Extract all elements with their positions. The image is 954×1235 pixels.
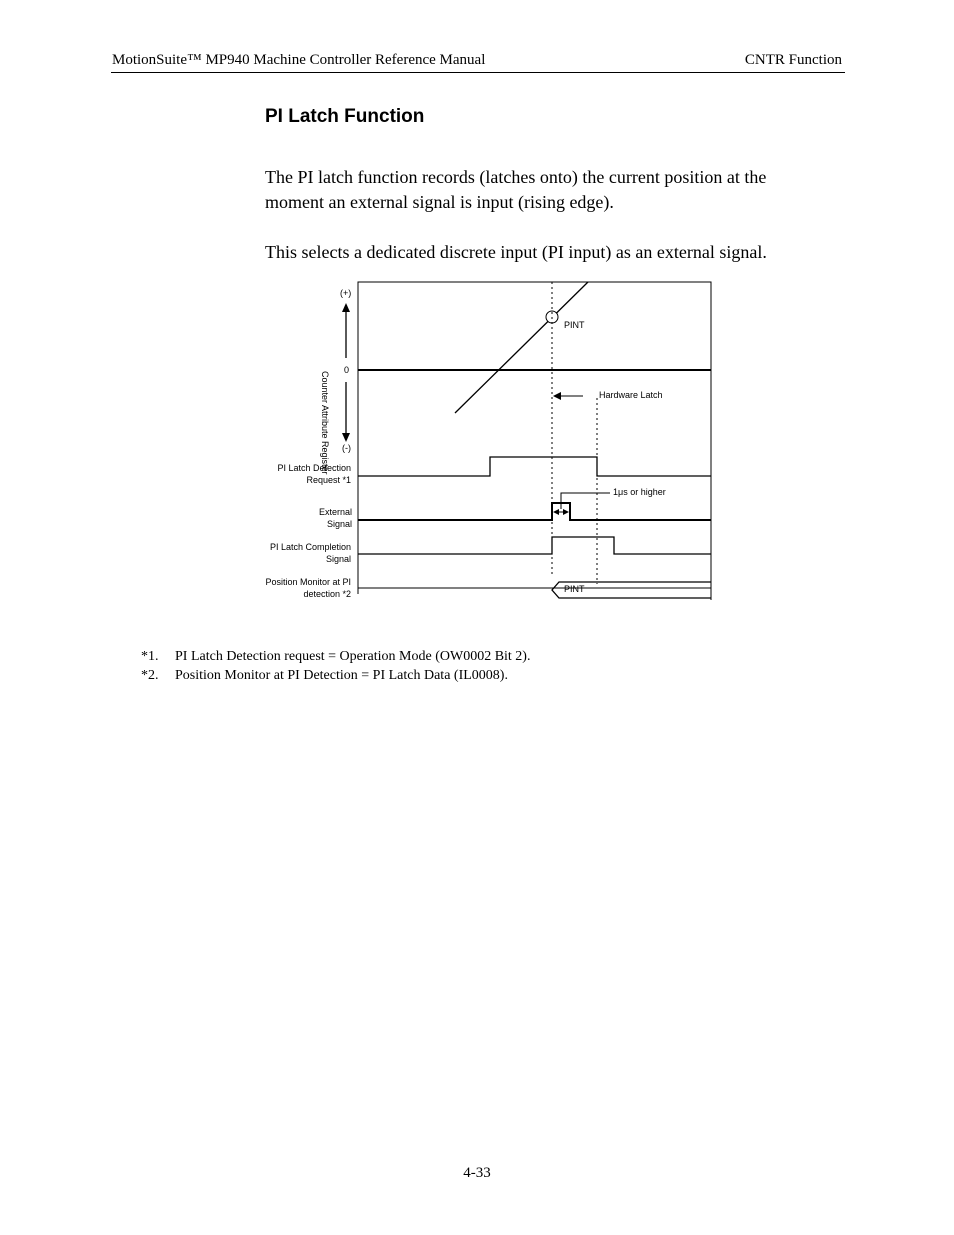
header-rule <box>111 72 845 73</box>
detection-request-waveform <box>358 457 711 476</box>
detection-request-label: PI Latch Detection Request *1 <box>277 463 351 485</box>
page-header <box>112 52 844 72</box>
axis-title: Counter Attribute Register <box>320 371 330 475</box>
paragraph-intro: The PI latch function records (latches onto) the current position at the moment an external signal is input (rising edge). <box>265 167 767 212</box>
counter-chart-frame <box>358 282 711 370</box>
position-value-label: PINT <box>564 584 585 594</box>
external-signal-label: External Signal <box>318 507 352 529</box>
axis-arrowhead-down <box>342 433 350 442</box>
hardware-latch-arrowhead <box>553 392 561 400</box>
page-number: 4-33 <box>463 1165 491 1181</box>
timing-diagram <box>250 278 720 608</box>
axis-plus-label: (+) <box>340 288 352 298</box>
counter-ramp <box>455 282 588 413</box>
paragraph-input-selection: This selects a dedicated discrete input (PI input) as an external signal. <box>265 242 767 262</box>
position-monitor-label: Position Monitor at PI detection *2 <box>265 577 351 599</box>
pulse-width-label: 1μs or higher <box>613 487 666 497</box>
axis-zero-label: 0 <box>344 365 350 375</box>
pint-point-label: PINT <box>564 320 585 330</box>
manual-title: MotionSuite™ MP940 Machine Controller Reference Manual <box>112 52 486 68</box>
pulse-width-arrow-left <box>553 509 559 515</box>
footnote-text: PI Latch Detection request = Operation Mode (OW0002 Bit 2). <box>175 649 531 664</box>
header-section: CNTR Function <box>744 52 842 68</box>
axis-minus-label: (-) <box>342 443 351 453</box>
axis-arrowhead-up <box>342 303 350 312</box>
external-signal-waveform <box>358 503 711 520</box>
footnote-text: Position Monitor at PI Detection = PI Latch Data (IL0008). <box>175 668 508 683</box>
pulse-width-leader <box>561 493 610 509</box>
completion-signal-waveform <box>358 537 711 554</box>
footnote-mark: *1. <box>141 649 159 664</box>
section-title: PI Latch Function <box>265 106 425 127</box>
footnote-mark: *2. <box>141 668 159 683</box>
completion-signal-label: PI Latch Completion Signal <box>269 542 351 564</box>
hardware-latch-label: Hardware Latch <box>599 390 663 400</box>
pulse-width-arrow-right <box>563 509 569 515</box>
